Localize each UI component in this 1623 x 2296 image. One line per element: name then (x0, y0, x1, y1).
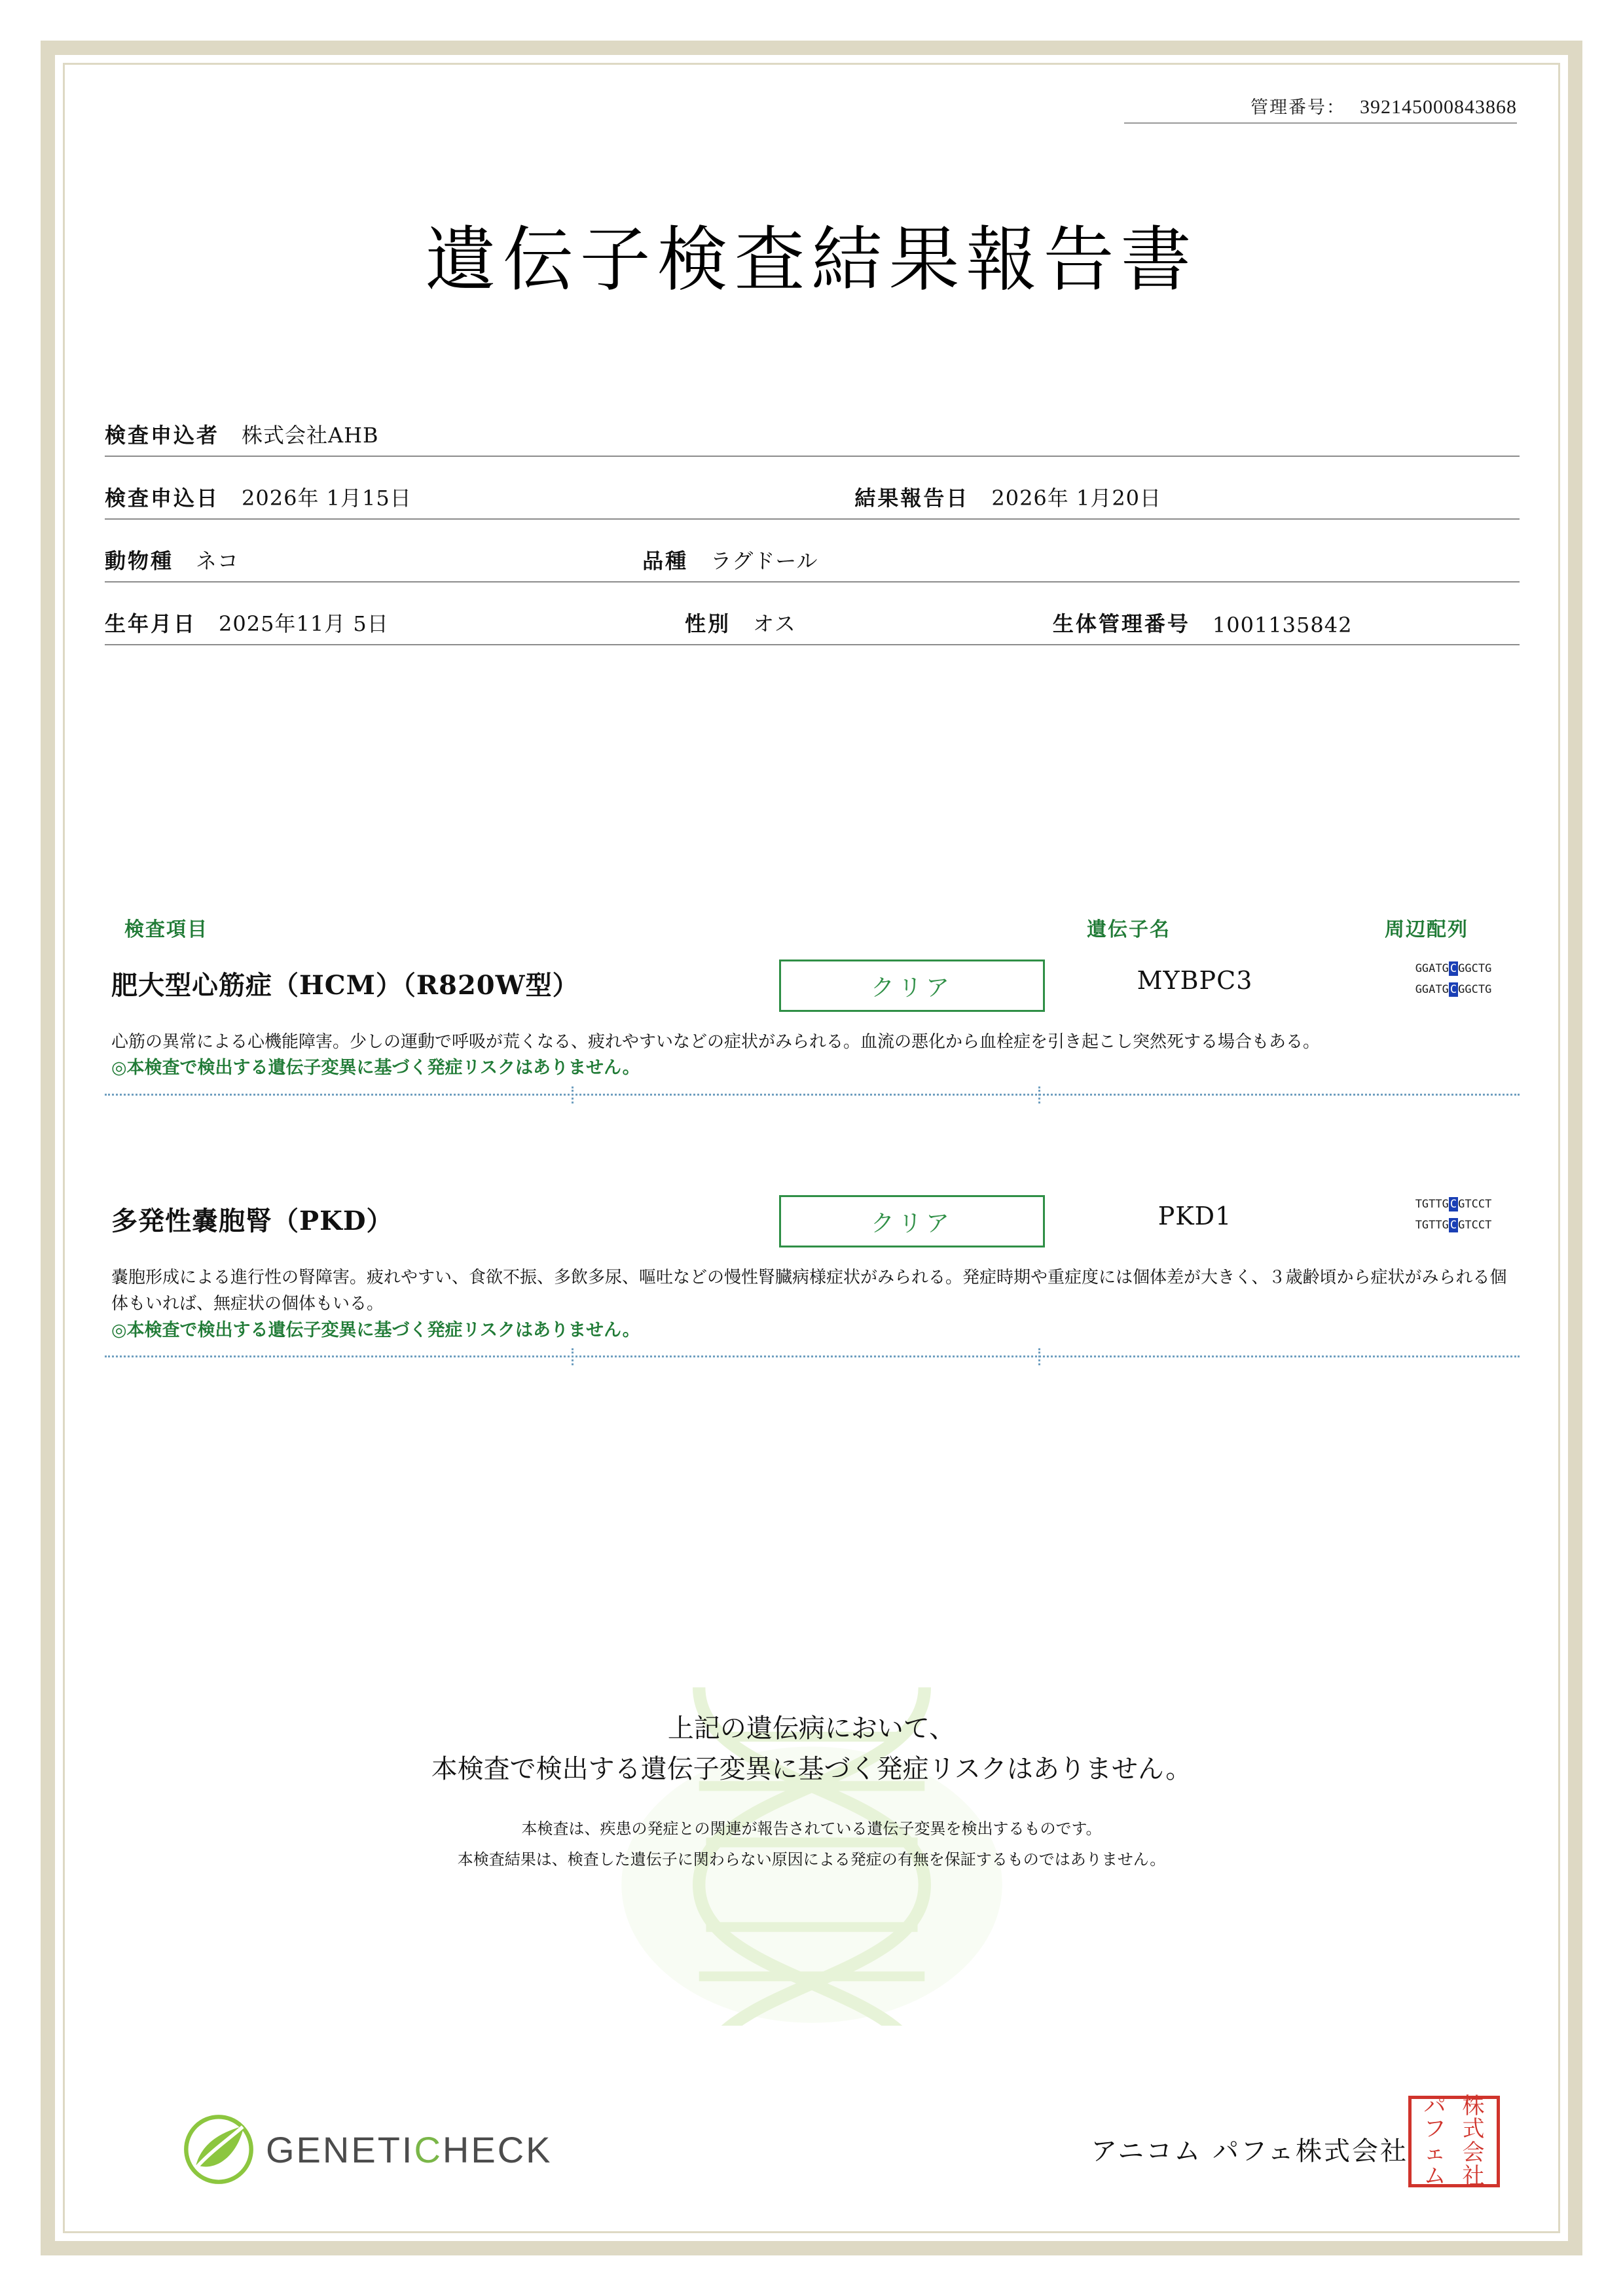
seq-prefix: GGATG (1415, 983, 1449, 996)
field-sex-value: オス (753, 611, 796, 636)
result-block (105, 956, 1520, 1096)
seq-highlight: C (1450, 1219, 1457, 1232)
management-number (1124, 93, 1517, 124)
page-content (92, 79, 1531, 2217)
field-applicant (105, 419, 1520, 457)
info-row-applicant (105, 419, 1520, 457)
result-top-row (105, 1191, 1520, 1262)
result-description: 心筋の異常による心機能障害。少しの運動で呼吸が荒くなる、疲れやすいなどの症状がみられる。血流の悪化から血栓症を引き起こし突然死する場合もある。 (111, 1032, 1321, 1052)
results-header (105, 913, 1520, 943)
page-footer (105, 2073, 1520, 2191)
result-risk-note: ◎本検査で検出する遺伝子変異に基づく発症リスクはありません。 (111, 1058, 640, 1079)
result-block (105, 1191, 1520, 1357)
field-applicant-label: 検査申込者 (105, 423, 220, 448)
seq-suffix: GGCTG (1458, 962, 1492, 975)
info-row-dates (105, 482, 1520, 520)
status-badge: クリア (779, 960, 1045, 1012)
field-breed (642, 545, 1520, 583)
field-birthdate-value: 2025年11月 5日 (219, 611, 389, 636)
leaf-logo-icon (183, 2114, 254, 2185)
field-animal-id (1053, 607, 1520, 645)
logo-wordmark (266, 2128, 553, 2171)
seq-suffix: GTCCT (1458, 1219, 1492, 1232)
seal-char: 会 (1462, 2140, 1485, 2166)
summary-line-2: 本検査で検出する遺伝子変異に基づく発症リスクはありません。 (431, 1754, 1192, 1784)
seq-highlight: C (1450, 962, 1457, 975)
seq-suffix: GGCTG (1458, 983, 1492, 996)
field-applicant-value: 株式会社AHB (242, 423, 379, 448)
field-apply-date-value: 2026年 1月15日 (242, 486, 412, 511)
field-breed-value: ラグドール (710, 548, 818, 573)
result-risk-note: ◎本検査で検出する遺伝子変異に基づく発症リスクはありません。 (111, 1319, 640, 1340)
field-species-value: ネコ (196, 548, 240, 573)
result-gene-name: MYBPC3 (1137, 966, 1253, 995)
info-row-individual (105, 607, 1520, 645)
field-species (105, 545, 642, 583)
sequence-line-2 (1368, 983, 1539, 996)
sequence-line-2 (1368, 1219, 1539, 1232)
logo-text-2: C (414, 2128, 443, 2170)
result-gene-name: PKD1 (1158, 1202, 1232, 1230)
result-description: 嚢胞形成による進行性の腎障害。疲れやすい、食欲不振、多飲多尿、嘔吐などの慢性腎臓病様症状がみられる。発症時期や重症度には個体差が大きく、３歳齢頃から症状がみられる個体もいれば、無症状の個体もいる。 (111, 1268, 1507, 1314)
result-test-name: 多発性嚢胞腎（PKD） (111, 1206, 393, 1236)
seal-char: ム (1423, 2162, 1446, 2189)
sequence-line-1 (1368, 962, 1539, 975)
seq-highlight: C (1450, 1198, 1457, 1211)
company-name: アニコム パフェ株式会社 (1091, 2136, 1408, 2166)
logo-text-1: GENETI (266, 2128, 414, 2170)
geneticheck-logo (183, 2114, 553, 2185)
field-apply-date (105, 482, 854, 520)
summary-fine-2: 本検査結果は、検査した遺伝子に関わらない原因による発症の有無を保証するものではありません。 (457, 1850, 1166, 1869)
status-badge: クリア (779, 1195, 1045, 1247)
field-breed-label: 品種 (642, 548, 689, 573)
field-animal-id-label: 生体管理番号 (1052, 611, 1190, 636)
summary-line-1: 上記の遺伝病において、 (667, 1713, 956, 1744)
field-birthdate-label: 生年月日 (105, 611, 197, 636)
seal-char: フ (1423, 2116, 1446, 2143)
summary-fine-1: 本検査は、疾患の発症との関連が報告されている遺伝子変異を検出するものです。 (521, 1820, 1102, 1838)
field-report-date (854, 482, 1520, 520)
company-seal (1408, 2092, 1500, 2189)
field-birthdate (105, 607, 685, 645)
seal-char: パ (1423, 2092, 1446, 2119)
logo-text-3: HECK (442, 2128, 553, 2170)
seal-char: 株 (1462, 2092, 1485, 2119)
seal-char: 式 (1462, 2116, 1485, 2143)
seal-char: ェ (1423, 2140, 1446, 2166)
seal-char: 社 (1462, 2162, 1485, 2189)
header-test-item: 検査項目 (124, 918, 208, 941)
seq-prefix: GGATG (1415, 962, 1449, 975)
info-row-species (105, 545, 1520, 583)
result-divider (105, 1355, 1520, 1357)
result-test-name: 肥大型心筋症（HCM）（R820W型） (111, 970, 579, 1001)
result-sequence (1368, 1198, 1539, 1240)
field-species-label: 動物種 (105, 548, 174, 573)
management-number-value: 392145000843868 (1360, 96, 1517, 118)
result-divider (105, 1094, 1520, 1096)
header-surrounding-sequence: 周辺配列 (1385, 918, 1468, 941)
field-animal-id-value: 1001135842 (1212, 613, 1353, 637)
field-report-date-label: 結果報告日 (854, 486, 970, 511)
seq-prefix: TGTTG (1415, 1198, 1449, 1211)
sequence-line-1 (1368, 1198, 1539, 1211)
seq-suffix: GTCCT (1458, 1198, 1492, 1211)
field-sex-label: 性別 (685, 611, 731, 636)
result-sequence (1368, 962, 1539, 1004)
summary-block (92, 1708, 1531, 1873)
seq-highlight: C (1450, 983, 1457, 996)
field-report-date-value: 2026年 1月20日 (991, 486, 1162, 511)
page-title: 遺伝子検査結果報告書 (425, 219, 1198, 301)
result-top-row (105, 956, 1520, 1026)
management-number-label: 管理番号： (1250, 98, 1345, 117)
info-block (105, 419, 1520, 670)
seq-prefix: TGTTG (1415, 1219, 1449, 1232)
field-apply-date-label: 検査申込日 (105, 486, 220, 511)
header-gene-name: 遺伝子名 (1087, 918, 1171, 941)
field-sex (685, 607, 1053, 645)
